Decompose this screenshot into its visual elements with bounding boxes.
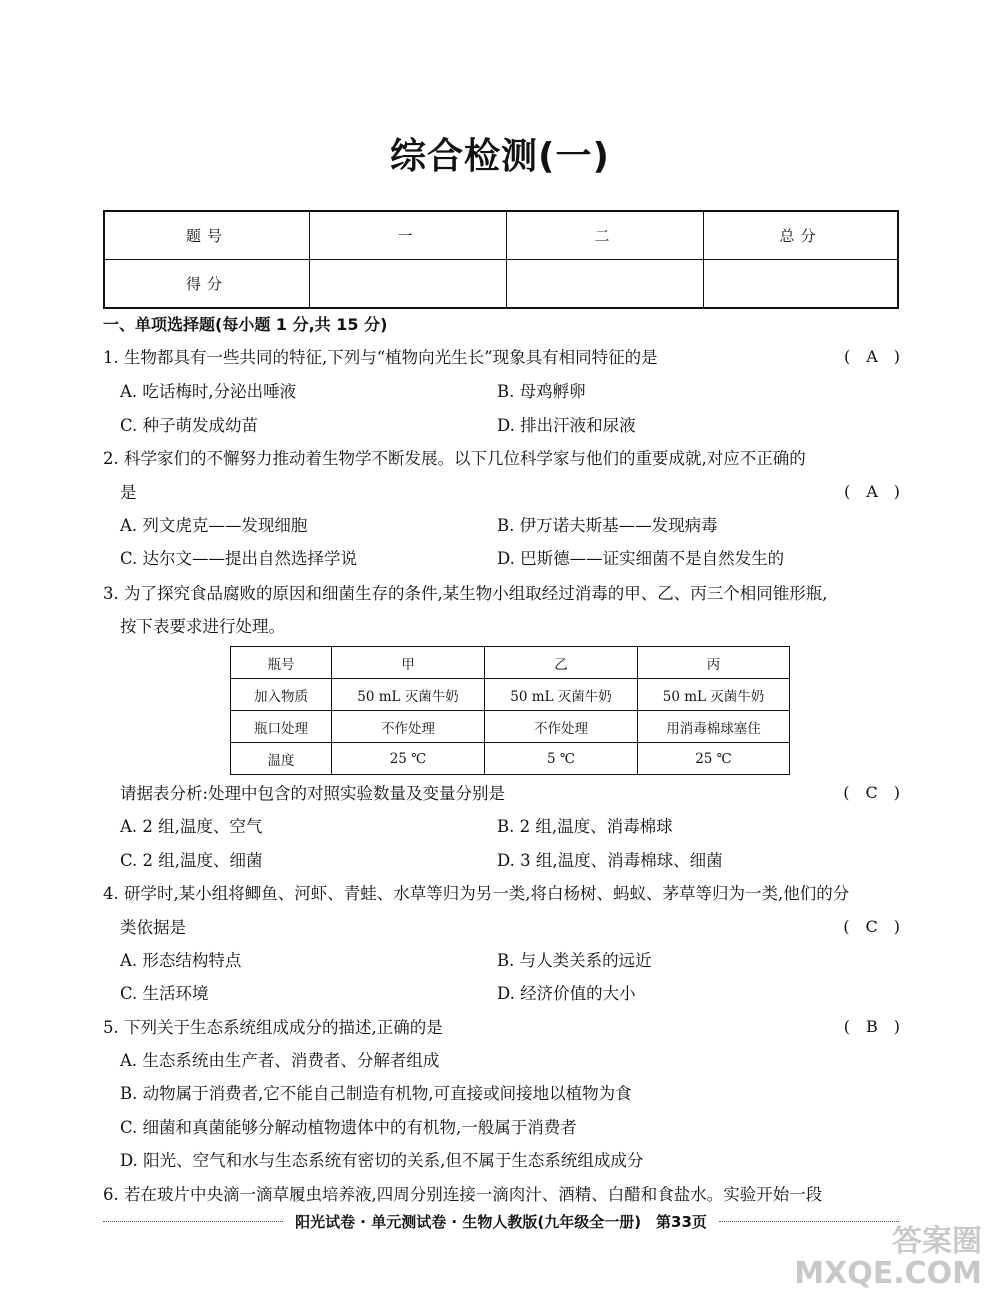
option-a: A. 吃话梅时,分泌出唾液 <box>120 382 297 401</box>
table-cell: 5 ℃ <box>485 743 638 775</box>
footer-divider <box>103 1221 283 1222</box>
table-cell: 丙 <box>638 647 790 679</box>
table-cell: 得分 <box>104 260 310 309</box>
question-2-answer: ( A ) <box>843 482 900 501</box>
table-cell: 用消毒棉球塞住 <box>638 711 790 743</box>
option-c: C. 达尔文——提出自然选择学说 <box>120 549 358 568</box>
table-cell: 不作处理 <box>485 711 638 743</box>
table-cell: 50 mL 灭菌牛奶 <box>332 679 485 711</box>
option-c: C. 2 组,温度、细菌 <box>120 851 263 870</box>
page-footer <box>103 1208 899 1234</box>
table-row <box>231 647 790 679</box>
table-cell: 50 mL 灭菌牛奶 <box>638 679 790 711</box>
option-d: D. 巴斯德——证实细菌不是自然发生的 <box>497 549 785 568</box>
option-c: C. 种子萌发成幼苗 <box>120 416 259 435</box>
table-cell: 不作处理 <box>332 711 485 743</box>
table-cell: 25 ℃ <box>332 743 485 775</box>
question-1-answer: ( A ) <box>843 347 900 366</box>
question-3-question: 请据表分析:处理中包含的对照实验数量及变量分别是 <box>120 784 506 803</box>
option-a: A. 生态系统由生产者、消费者、分解者组成 <box>120 1051 440 1070</box>
watermark-logo: 答案圈 <box>892 1224 982 1259</box>
option-d: D. 阳光、空气和水与生态系统有密切的关系,但不属于生态系统组成成分 <box>120 1151 644 1170</box>
table-cell: 总分 <box>704 211 899 260</box>
option-d: D. 经济价值的大小 <box>497 984 636 1003</box>
watermark-url: MXQE.COM <box>794 1255 982 1291</box>
option-b: B. 伊万诺夫斯基——发现病毒 <box>497 516 718 535</box>
experiment-table <box>230 646 790 775</box>
score-table <box>103 210 899 309</box>
question-1-stem: 1. 生物都具有一些共同的特征,下列与“植物向光生长”现象具有相同特征的是 <box>103 348 658 367</box>
question-2-stem-cont: 是 <box>120 483 137 502</box>
table-cell: 加入物质 <box>231 679 332 711</box>
table-row <box>231 743 790 775</box>
question-3-stem-cont: 按下表要求进行处理。 <box>120 617 285 636</box>
question-5-answer: ( B ) <box>843 1017 900 1036</box>
option-a: A. 列文虎克——发现细胞 <box>120 516 308 535</box>
section-title: 一、单项选择题(每小题 1 分,共 15 分) <box>103 315 388 334</box>
footer-divider <box>719 1221 899 1222</box>
table-cell: 温度 <box>231 743 332 775</box>
watermark <box>794 1226 982 1289</box>
question-4-stem: 4. 研学时,某小组将鲫鱼、河虾、青蛙、水草等归为另一类,将白杨树、蚂蚁、茅草等归为一类,他们的分 <box>103 884 850 903</box>
option-d: D. 3 组,温度、消毒棉球、细菌 <box>497 851 723 870</box>
option-b: B. 动物属于消费者,它不能自己制造有机物,可直接或间接地以植物为食 <box>120 1084 632 1103</box>
table-cell: 瓶口处理 <box>231 711 332 743</box>
option-c: C. 细菌和真菌能够分解动植物遗体中的有机物,一般属于消费者 <box>120 1118 577 1137</box>
question-3-answer: ( C ) <box>843 783 900 802</box>
table-cell: 25 ℃ <box>638 743 790 775</box>
table-row <box>104 211 898 260</box>
table-row <box>104 260 898 309</box>
option-a: A. 形态结构特点 <box>120 951 242 970</box>
question-4-stem-cont: 类依据是 <box>120 918 186 937</box>
option-b: B. 母鸡孵卵 <box>497 382 586 401</box>
option-d: D. 排出汗液和尿液 <box>497 416 636 435</box>
question-3-stem: 3. 为了探究食品腐败的原因和细菌生存的条件,某生物小组取经过消毒的甲、乙、丙三个相同锥形瓶, <box>103 584 828 603</box>
table-row <box>231 711 790 743</box>
score-cell <box>507 260 704 309</box>
score-cell <box>310 260 507 309</box>
option-a: A. 2 组,温度、空气 <box>120 817 263 836</box>
table-cell: 一 <box>310 211 507 260</box>
question-4-answer: ( C ) <box>843 917 900 936</box>
table-cell: 甲 <box>332 647 485 679</box>
table-cell: 瓶号 <box>231 647 332 679</box>
score-cell <box>704 260 899 309</box>
option-b: B. 2 组,温度、消毒棉球 <box>497 817 673 836</box>
table-row <box>231 679 790 711</box>
table-cell: 题号 <box>104 211 310 260</box>
option-b: B. 与人类关系的远近 <box>497 951 652 970</box>
page-title: 综合检测(一) <box>390 136 610 177</box>
question-2-stem: 2. 科学家们的不懈努力推动着生物学不断发展。以下几位科学家与他们的重要成就,对应不正确的 <box>103 449 806 468</box>
table-cell: 50 mL 灭菌牛奶 <box>485 679 638 711</box>
footer-text: 阳光试卷 · 单元测试卷 · 生物人教版(九年级全一册) 第33页 <box>295 1212 707 1231</box>
question-5-stem: 5. 下列关于生态系统组成成分的描述,正确的是 <box>103 1018 443 1037</box>
table-cell: 乙 <box>485 647 638 679</box>
table-cell: 二 <box>507 211 704 260</box>
question-6-stem: 6. 若在玻片中央滴一滴草履虫培养液,四周分别连接一滴肉汁、酒精、白醋和食盐水。实验开始一段 <box>103 1185 823 1204</box>
option-c: C. 生活环境 <box>120 984 209 1003</box>
